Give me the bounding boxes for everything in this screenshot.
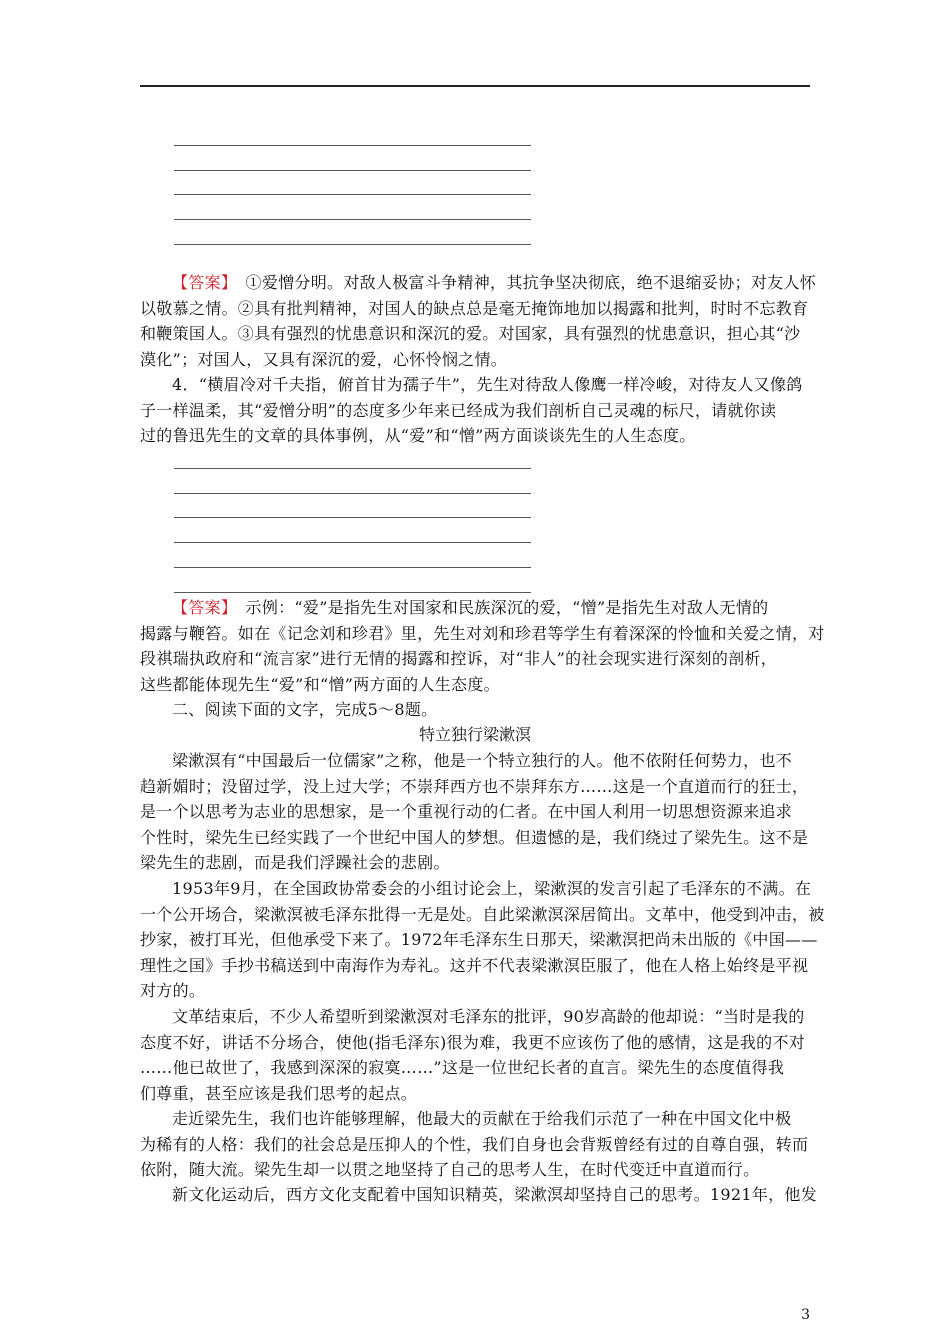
question-4: 4．“横眉冷对千夫指，俯首甘为孺子牛”，先生对待敌人像鹰一样冷峻，对待友人又像鸽 子一样温柔，其“爱憎分明”的态度多少年来已经成为我们剖析自己灵魂的标尺，请就你读 过的鲁迅先生的文章的具体事例，从“爱”和“憎”两方面谈谈先生的人生态度。 — [140, 375, 803, 445]
header-rule — [140, 85, 810, 87]
answer-tag: 【答案】 — [172, 598, 230, 617]
answer-q3: 【答案】 ①爱憎分明。对敌人极富斗争精神，其抗争坚决彻底，绝不退缩妥协；对友人怀 以敬慕之情。②具有批判精神，对国人的缺点总是毫无掩饰地加以揭露和批判，时时不忘教育 和鞭策国人。③具有强烈的忧患意识和深沉的爱。对国家，具有强烈的忧患意识，担心其“沙 漠化”；对国人，又具有深沉的爱，心怀怜悯之情。 — [140, 273, 817, 369]
answer-q4: 【答案】 示例：“爱”是指先生对国家和民族深沉的爱，“憎”是指先生对敌人无情的 揭露与鞭笞。如在《记念刘和珍君》里，先生对刘和珍君等学生有着深深的怜恤和关爱之情，对 段祺瑞执政府和“流言家”进行无情的揭露和控诉，对“非人”的社会现实进行深刻的剖析， 这些都能体现先生“爱”和“憎”两方面的人生态度。 — [140, 598, 825, 694]
article-title: 特立独行梁漱溟 — [418, 725, 531, 744]
paragraph-4: 走近梁先生，我们也许能够理解，他最大的贡献在于给我们示范了一种在中国文化中极 为稀有的人格：我们的社会总是压抑人的个性，我们自身也会背叛曾经有过的自尊自强，转而 依附，随大流。梁先生却一以贯之地坚持了自己的思考人生，在时代变迁中直道而行。 — [140, 1109, 809, 1179]
section-heading: 二、阅读下面的文字，完成5～8题。 — [172, 700, 438, 719]
paragraph-3: 文革结束后，不少人希望听到梁漱溟对毛泽东的批评，90岁高龄的他却说：“当时是我的 态度不好，讲话不分场合，使他(指毛泽东)很为难，我更不应该伤了他的感情，这是我的不对 ……他已故世了，我感到深深的寂寞……”这是一位世纪长者的直言。梁先生的态度值得我 们尊重，甚至应该是我们思考的起点。 — [140, 1007, 806, 1103]
paragraph-1: 梁漱溟有“中国最后一位儒家”之称，他是一个特立独行的人。他不依附任何势力，也不 趋新媚时；没留过学，没上过大学；不崇拜西方也不崇拜东方……这是一个直道而行的狂士， 是一个以思考为志业的思想家，是一个重视行动的仁者。在中国人利用一切思想资源来追求 个性时，梁先生已经实践了一个世纪中国人的梦想。但遗憾的是，我们绕过了梁先生。这不是 梁先生的悲剧，而是我们浮躁社会的悲剧。 — [140, 751, 809, 872]
paragraph-5: 新文化运动后，西方文化支配着中国知识精英，梁漱溟却坚持自己的思考。1921年，他发 — [172, 1185, 818, 1204]
answer-lines-q4[interactable] — [174, 444, 531, 593]
answer-lines-q3[interactable] — [174, 121, 531, 245]
page-number: 3 — [801, 1307, 810, 1323]
paragraph-2: 1953年9月，在全国政协常委会的小组讨论会上，梁漱溟的发言引起了毛泽东的不满。在 一个公开场合，梁漱溟被毛泽东批得一无是处。自此梁漱溟深居简出。文革中，他受到冲击，被 抄家，被打耳光，但他承受下来了。1972年毛泽东生日那天，梁漱溟把尚未出版的《中国—— 理性之国》手抄书稿送到中南海作为寿礼。这并不代表梁漱溟臣服了，他在人格上始终是平视 对方的。 — [140, 879, 825, 1000]
answer-tag: 【答案】 — [172, 273, 230, 292]
